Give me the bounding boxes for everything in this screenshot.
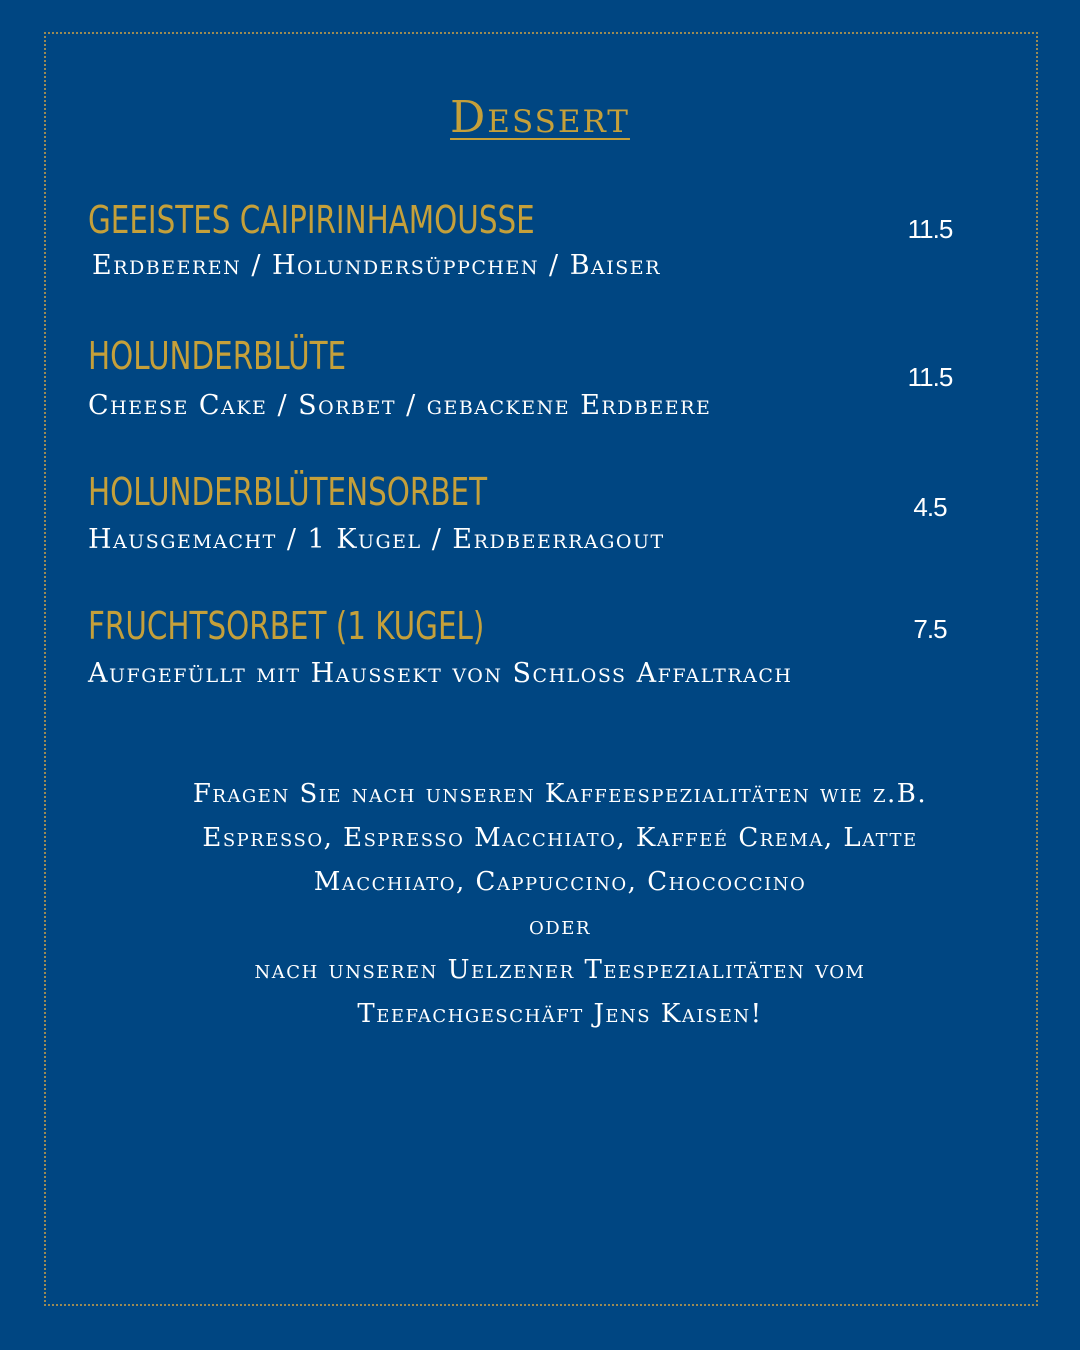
beverage-note-line: Espresso, Espresso Macchiato, Kaffeé Crema, Latte xyxy=(202,823,918,853)
menu-item-caipirinhamousse xyxy=(0,198,1080,308)
beverage-note-line: Fragen Sie nach unseren Kaffeespezialitäten wie z.B. xyxy=(192,779,928,809)
menu-item-price: 4.5 xyxy=(913,492,947,522)
beverage-note-line: Macchiato, Cappuccino, Chococcino xyxy=(313,867,807,897)
menu-item-description: Cheese Cake / Sorbet / gebackene Erdbeere xyxy=(88,390,712,421)
menu-item-price: 11.5 xyxy=(907,214,953,244)
menu-item-holunderbluete xyxy=(0,334,1080,444)
beverage-note-line: nach unseren Uelzener Teespezialitäten vom xyxy=(254,955,866,985)
menu-item-name: FRUCHTSORBET (1 KUGEL) xyxy=(88,604,485,648)
beverage-note xyxy=(160,772,960,1036)
menu-item-holunderbluetensorbet xyxy=(0,470,1080,580)
menu-item-description: Aufgefüllt mit Haussekt von Schloss Affaltrach xyxy=(88,658,793,689)
menu-item-description: Hausgemacht / 1 Kugel / Erdbeerragout xyxy=(88,524,665,555)
menu-item-name: HOLUNDERBLÜTENSORBET xyxy=(88,470,488,514)
menu-item-description: Erdbeeren / Holundersüppchen / Baiser xyxy=(92,250,661,281)
menu-item-name: HOLUNDERBLÜTE xyxy=(88,334,347,378)
beverage-note-line: oder xyxy=(529,911,591,941)
menu-item-price: 7.5 xyxy=(913,614,947,644)
menu-item-price: 11.5 xyxy=(907,362,953,392)
page-title: Dessert xyxy=(450,92,630,143)
menu-item-fruchtsorbet xyxy=(0,604,1080,714)
menu-item-name: GEEISTES CAIPIRINHAMOUSSE xyxy=(88,198,535,242)
beverage-note-line: Teefachgeschäft Jens Kaisen! xyxy=(357,999,763,1029)
